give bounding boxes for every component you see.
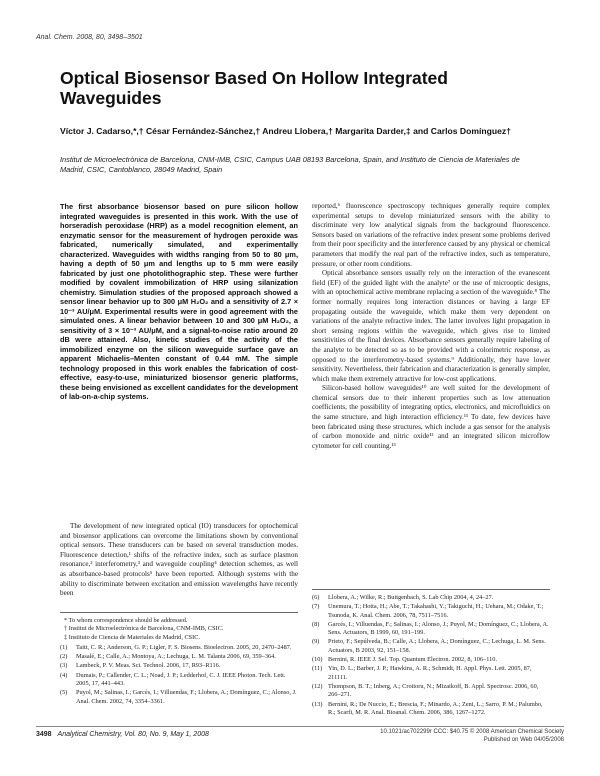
reference-item (312, 683, 550, 700)
references-divider (312, 589, 550, 590)
reference-number: (7) (312, 603, 320, 611)
reference-text: Bernini, R. IEEE J. Sel. Top. Quantum Electron. 2002, 8, 106–110. (328, 656, 498, 664)
reference-number: (6) (312, 594, 320, 601)
reference-text: Puyol, M.; Salinas, I.; Garcés, I.; Villuendas, F.; Llobera, A.; Domínguez, C.; Alonso, J. Anal. Chem. 2002, 74, 3354–3361. (76, 689, 297, 705)
page-footer (36, 731, 209, 738)
reference-text: Prieto, F.; Sepúlveda, B.; Calle, A.; Llobera, A.; Domínguez, C.; Lechuga, L. M. Sens. Actuators, B 2003, 92, 151–158. (328, 638, 546, 654)
reference-number: (5) (60, 689, 68, 697)
reference-text: Taitt, C. R.; Anderson, G. P.; Ligler, F. S. Biosens. Bioelectron. 2005, 20, 2470–2487. (76, 643, 292, 651)
reference-text: Thompson, B. T.; Inberg, A.; Croitoru, N.; Mizaikoff, B. Appl. Spectrosc. 2006, 60, 266–271. (328, 682, 539, 699)
reference-text: Llobera, A.; Wilke, R.; Buttgenbach, S. Lab Chip 2004, 4, 24–27. (328, 594, 494, 601)
page-number: 3498 (36, 731, 52, 738)
reference-text: Masalé, E.; Calle, A.; Montoya, A.; Lechuga, L. M. Talanta 2006, 69, 359–364. (76, 653, 276, 661)
body-paragraph: The development of new integrated optical (IO) transducers for optochemical and biosensor applications can overcome the limitations shown by conventional optical sensors. These transducers can be based on several transduction modes. Fluorescence detection,¹ shifts of the refractive index, such as surface plasmon resonance,² interferometry,³ and waveguide coupling⁴ detection schemes, as well as absorbance-based protocols⁵ have been reported. Although systems with the ability to discriminate between excitation and emission wavelengths have recently been (60, 522, 298, 598)
body-paragraph: Optical absorbance sensors usually rely on the interaction of the evanescent field (EF) of the guided light with the analyte⁷ or the use of microoptic designs, with an optochemical active membrane replacing a section of the waveguide.⁸ The former normally requires long interaction distances or having a large EF propagating outside the waveguide, which make them very dependent on variations of the analyte refractive index. The latter involves light propagation in short sensing regions within the waveguide, which gives rise to limited sensitivities of the final devices. Absorbance sensors generally require labeling of the analyte to be detected so as to be provided with a colorimetric response, as opposed to the interferometry-based systems.⁹ Additionally, they have lower sensitivity. Nevertheless, their fabrication and characterization is generally simpler, which make them extremely attractive for low-cost applications. (312, 269, 550, 383)
reference-item (60, 672, 298, 689)
footnote: ‡ Instituto de Ciencia de Materiales de Madrid, CSIC. (64, 633, 201, 641)
reference-number: (11) (312, 665, 323, 673)
reference-item (60, 662, 298, 670)
body-paragraph: Silicon-based hollow waveguides¹⁰ are well suited for the development of chemical sensors due to their inherent properties such as low attenuation coefficients, the possibility of integrating optics, electronics, and microfluidics on the same structure, and high interaction efficiency.¹¹ To date, few devices have been fabricated using these structures, which include a gas sensor for the analysis of carbon monoxide and nitric oxide¹² and an integrated silicon microflow cytometer for cell counting.¹³ (312, 384, 550, 450)
footnote: * To whom correspondence should be addressed. (64, 617, 188, 624)
body-left-column (60, 522, 298, 599)
abstract: The first absorbance biosensor based on pure silicon hollow integrated waveguides is presented in this work. With the use of horseradish peroxidase (HRP) as a model recognition element, an enzymatic sensor for the measurement of hydrogen peroxide was fabricated, numerically simulated, and experimentally characterized. Waveguides with widths ranging from 50 to 80 μm, having a depth of 50 μm and lengths up to 5 mm were easily fabricated by just one photolithographic step. These were further modified by covalent immobilization of HRP using silanization chemistry. Simulation studies of the proposed approach showed a sensor linear behavior up to 300 μM H₂O₂ and a sensitivity of 2.7 × 10⁻³ AU/μM. Experimental results were in good agreement with the simulated ones. A linear behavior between 10 and 300 μM H₂O₂, a sensitivity of 3 × 10⁻³ AU/μM, and a signal-to-noise ratio around 20 dB were attained. Also, kinetic studies of the activity of the immobilized enzyme on the silicon waveguide surface gave an apparent Michaelis–Menten constant of 0.44 mM. The simple technology proposed in this work enables the fabrication of cost-effective, easy-to-use, miniaturized biosensor generic platforms, these being envisioned as excellent candidates for the development of lab-on-a-chip systems. (60, 202, 298, 401)
reference-text: Unemura, T.; Hotta, H.; Abe, T.; Takahashi, Y.; Takiguchi, H.; Uehara, M.; Odake, T.; Tsunoda, K. Anal. Chem. 2006, 78, 7511–7516. (328, 603, 544, 619)
paper-title: Optical Biosensor Based On Hollow Integrated Waveguides (60, 68, 448, 108)
reference-text: Lambeck, P. V. Meas. Sci. Technol. 2006, 17, R93–R116. (76, 662, 221, 670)
reference-item (312, 665, 550, 682)
footer-journal: Analytical Chemistry, Vol. 80, No. 9, May 1, 2008 (57, 731, 209, 738)
references-right (312, 594, 550, 718)
reference-number: (1) (60, 643, 68, 651)
published-date: Published on Web 04/05/2008 (483, 736, 564, 743)
reference-number: (2) (60, 653, 68, 661)
reference-text: Garcés, I.; Villuendas, F.; Salinas, I.; Alonso, J.; Puyol, M.; Domínguez, C.; Llobera, A. Sens. Actuators, B 1999, 60, 191–199. (328, 620, 549, 637)
footnote: † Institut de Microelectrònica de Barcelona, CNM-IMB, CSIC. (64, 625, 224, 633)
footnote-divider (60, 612, 298, 613)
reference-text: Dumais, P.; Callender, C. L.; Noad, J. P.; Ledderhof, C. J. IEEE Photon. Tech. Lett. 2005, 17, 441–443. (76, 671, 286, 688)
doi-copyright: 10.1021/ac702299r CCC: $40.75 © 2008 American Chemical Society (380, 729, 564, 735)
reference-item (312, 621, 550, 638)
reference-item (312, 594, 550, 602)
body-right-column (312, 202, 550, 451)
reference-number: (3) (60, 662, 68, 670)
reference-number: (4) (60, 671, 68, 679)
footnotes-and-references-left (60, 617, 298, 707)
reference-text: Yin, D. L.; Barber, J. P.; Hawkins, A. R.; Schmidt, H. Appl. Phys. Lett. 2005, 87, 211111. (328, 665, 532, 681)
journal-citation: Anal. Chem. 2008, 80, 3498–3501 (36, 34, 143, 41)
reference-number: (12) (312, 682, 323, 690)
reference-item (60, 689, 298, 706)
reference-item (312, 638, 550, 655)
reference-number: (8) (312, 620, 320, 628)
reference-number: (10) (312, 656, 323, 664)
reference-number: (9) (312, 638, 320, 646)
footer-divider (36, 726, 564, 727)
affiliation: Institut de Microelectrònica de Barcelona, CNM-IMB, CSIC, Campus UAB 08193 Barcelona, Spain, and Instituto de Ciencia de Materiales de Madrid, CSIC, Cantoblanco, 28049 Madrid, Spain (60, 155, 520, 174)
body-paragraph: reported,⁶ fluorescence spectroscopy techniques generally require complex experimental setups to develop miniaturized sensors with the ability to discriminate very low analytical signals from the background fluorescence. Sensors based on variations of the refractive index present some problems derived from their poor specificity and the interference caused by any physical or chemical parameters that modify the real part of the refractive index, such as temperature, pressure, or other room conditions. (312, 202, 550, 268)
reference-item (60, 653, 298, 661)
copyright-block (330, 729, 564, 744)
reference-item (312, 603, 550, 620)
reference-item (60, 644, 298, 652)
reference-item (312, 656, 550, 664)
reference-item (312, 701, 550, 718)
reference-number: (13) (312, 700, 323, 708)
reference-text: Bernini, R.; De Nuccio, E.; Brescia, F.; Minardo, A.; Zeni, L.; Sarro, P. M.; Palumbo, R.; Scarfi, M. R. Anal. Bioanal. Chem. 2006, 386, 1267–1272. (328, 700, 543, 716)
author-list: Víctor J. Cadarso,*,† César Fernández-Sánchez,† Andreu Llobera,† Margarita Darder,‡ and Carlos Domínguez† (60, 126, 511, 136)
